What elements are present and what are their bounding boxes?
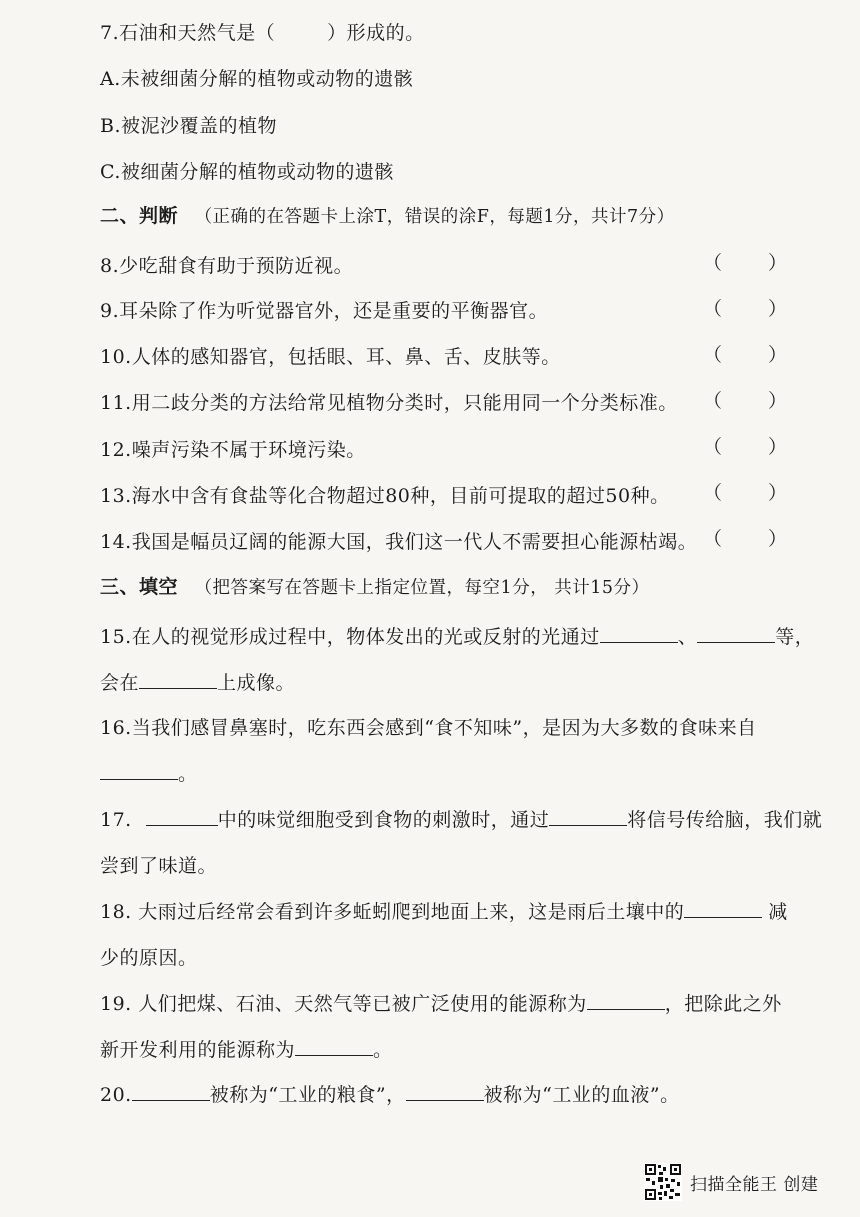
judge-item-11: 11.用二歧分类的方法给常见植物分类时，只能用同一个分类标准。	[100, 392, 678, 414]
answer-blank	[406, 1084, 484, 1101]
answer-paren-open-11: （	[703, 390, 723, 412]
section-fill-title: 三、填空	[100, 576, 179, 598]
answer-paren-close-12: ）	[768, 436, 788, 458]
answer-paren-close-13: ）	[768, 482, 788, 504]
q19-text-d: 。	[373, 1039, 393, 1061]
q17-text-b: 中的味觉细胞受到食物的刺激时，通过	[217, 809, 550, 831]
fill-question-20	[100, 1080, 680, 1107]
q15-text-b: 、	[677, 626, 698, 648]
answer-blank	[600, 626, 678, 643]
answer-paren-open-8: （	[703, 252, 723, 274]
option-c: C.被细菌分解的植物或动物的遗骸	[100, 161, 394, 183]
option-a: A.未被细菌分解的植物或动物的遗骸	[100, 68, 414, 90]
fill-question-15-line2	[100, 668, 295, 695]
section-judge-note: （正确的在答题卡上涂T，错误的涂F，每题1分，共计7分）	[194, 207, 675, 227]
q18-text-a: 18. 大雨过后经常会看到许多蚯蚓爬到地面上来，这是雨后土壤中的	[100, 901, 685, 923]
answer-blank	[684, 901, 762, 918]
q19-text-c: 新开发利用的能源称为	[100, 1039, 296, 1061]
fill-question-19-line1	[100, 989, 782, 1016]
answer-paren-close-11: ）	[768, 390, 788, 412]
q15-text-e: 上成像。	[217, 672, 296, 694]
answer-blank	[100, 763, 178, 780]
q17-text-c: 将信号传给脑，我们就	[627, 809, 823, 831]
judge-item-13: 13.海水中含有食盐等化合物超过80种，目前可提取的超过50种。	[100, 485, 670, 507]
answer-paren-open-14: （	[703, 528, 723, 550]
q16-text-b: 。	[178, 763, 198, 785]
judge-item-9: 9.耳朵除了作为听觉器官外，还是重要的平衡器官。	[100, 300, 549, 322]
q15-text-c: 等，	[775, 626, 815, 648]
qr-code-icon	[644, 1163, 682, 1201]
section-judge-title: 二、判断	[100, 205, 179, 227]
section-fill-header	[100, 572, 650, 599]
judge-item-12: 12.噪声污染不属于环境污染。	[100, 439, 366, 461]
answer-paren-close-14: ）	[768, 528, 788, 550]
fill-question-18-line2: 少的原因。	[100, 947, 198, 969]
q19-text-b: ，把除此之外	[664, 993, 782, 1015]
fill-question-15-line1	[100, 622, 814, 649]
question-7	[100, 18, 425, 45]
answer-paren-close-9: ）	[768, 298, 788, 320]
q17-text-a: 17.	[100, 809, 132, 831]
answer-blank	[132, 1084, 210, 1101]
answer-blank	[587, 993, 665, 1010]
q19-text-a: 19. 人们把煤、石油、天然气等已被广泛使用的能源称为	[100, 993, 587, 1015]
answer-blank	[139, 672, 217, 689]
fill-question-16-line1: 16.当我们感冒鼻塞时，吃东西会感到“食不知味”，是因为大多数的食味来自	[100, 717, 757, 739]
scanner-watermark	[644, 1162, 818, 1202]
option-b: B.被泥沙覆盖的植物	[100, 115, 278, 137]
answer-paren-open-10: （	[703, 344, 723, 366]
answer-paren-close-8: ）	[768, 252, 788, 274]
q15-text-d: 会在	[100, 672, 140, 694]
answer-blank	[146, 809, 218, 826]
q20-text-a: 20.	[100, 1084, 132, 1106]
fill-question-17-line2: 尝到了味道。	[100, 855, 218, 877]
q20-text-b: 被称为“工业的粮食”，	[209, 1084, 406, 1106]
q15-text-a: 15.在人的视觉形成过程中，物体发出的光或反射的光通过	[100, 626, 600, 648]
fill-question-18-line1	[100, 897, 788, 924]
judge-item-14: 14.我国是幅员辽阔的能源大国，我们这一代人不需要担心能源枯竭。	[100, 531, 698, 553]
answer-paren-open-13: （	[703, 482, 723, 504]
answer-paren-open-9: （	[703, 298, 723, 320]
section-judge-header	[100, 201, 675, 228]
watermark-text: 扫描全能王 创建	[690, 1174, 819, 1195]
fill-question-19-line2	[100, 1035, 393, 1062]
judge-item-8: 8.少吃甜食有助于预防近视。	[100, 255, 354, 277]
q7-stem-after: ）形成的。	[327, 22, 425, 44]
judge-item-10: 10.人体的感知器官，包括眼、耳、鼻、舌、皮肤等。	[100, 346, 561, 368]
answer-paren-close-10: ）	[768, 344, 788, 366]
q20-text-c: 被称为“工业的血液”。	[483, 1084, 680, 1106]
q7-stem-before: 7.石油和天然气是（	[100, 22, 276, 44]
answer-blank	[295, 1039, 373, 1056]
fill-question-17-line1	[100, 805, 822, 832]
section-fill-note: （把答案写在答题卡上指定位置，每空1分， 共计15分）	[194, 578, 650, 598]
fill-question-16-line2	[100, 759, 198, 786]
answer-blank	[697, 626, 775, 643]
answer-blank	[549, 809, 627, 826]
q18-text-b: 减	[768, 901, 788, 923]
answer-paren-open-12: （	[703, 436, 723, 458]
